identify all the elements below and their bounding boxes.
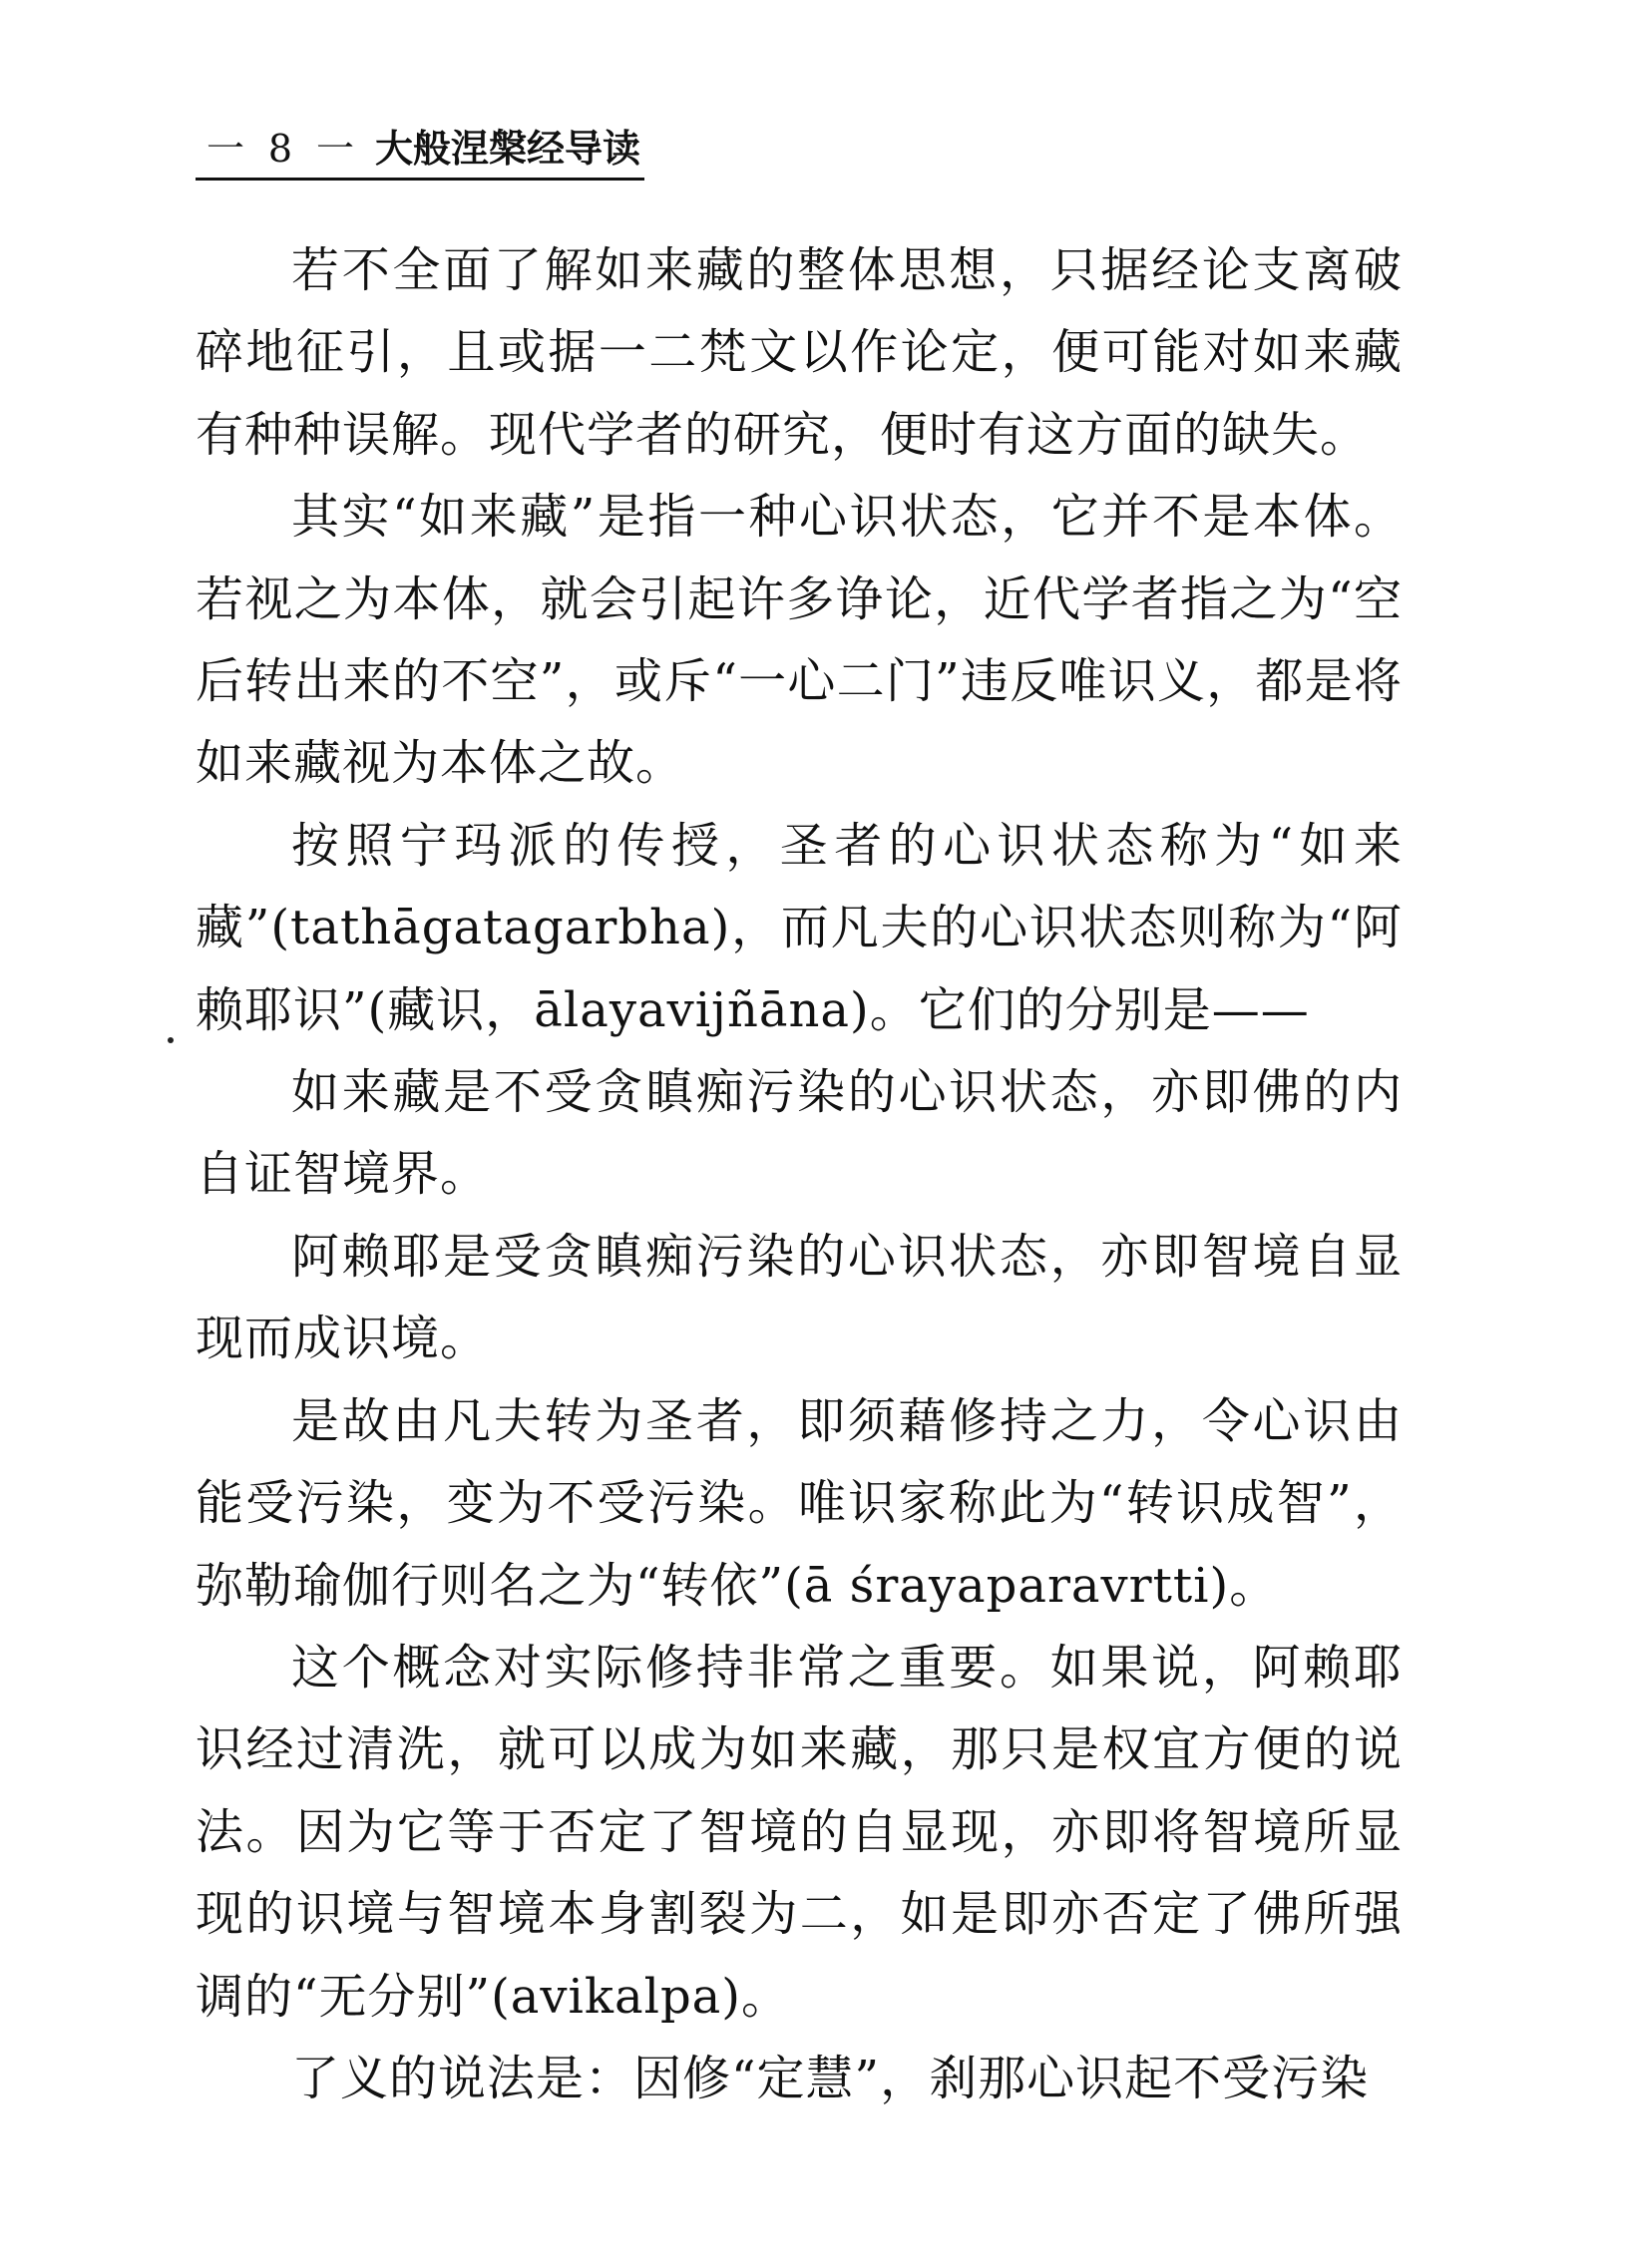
paragraph-7: 这个概念对实际修持非常之重要。如果说，阿赖耶识经过清洗，就可以成为如来藏，那只是权宜方便的说法。因为它等于否定了智境的自显现，亦即将智境所显现的识境与智境本身割裂为二，如是即亦否定了佛所强调的“无分别”(avikalpa)。 xyxy=(196,1639,1403,2025)
stray-dot-mark xyxy=(168,1037,174,1043)
body-text xyxy=(196,229,1403,2119)
book-title: 大般涅槃经导读 xyxy=(375,127,641,171)
paragraph-5: 阿赖耶是受贪瞋痴污染的心识状态，亦即智境自显现而成识境。 xyxy=(196,1228,1403,1367)
running-head xyxy=(196,120,644,181)
paragraph-2: 其实“如来藏”是指一种心识状态，它并不是本体。若视之为本体，就会引起许多诤论，近代学者指之为“空后转出来的不空”，或斥“一心二门”违反唯识义，都是将如来藏视为本体之故。 xyxy=(196,489,1403,792)
paragraph-1: 若不全面了解如来藏的整体思想，只据经论支离破碎地征引，且或据一二梵文以作论定，便可能对如来藏有种种误解。现代学者的研究，便时有这方面的缺失。 xyxy=(196,242,1403,463)
paragraph-3: 按照宁玛派的传授，圣者的心识状态称为“如来藏”(tathāgatagarbha)，而凡夫的心识状态则称为“阿赖耶识”(藏识，ālayavijñāna)。它们的分别是—— xyxy=(196,817,1403,1038)
paragraph-6: 是故由凡夫转为圣者，即须藉修持之力，令心识由能受污染，变为不受污染。唯识家称此为“转识成智”，弥勒瑜伽行则名之为“转依”(ā śrayaparavrtti)。 xyxy=(196,1392,1403,1614)
paragraph-4: 如来藏是不受贪瞋痴污染的心识状态，亦即佛的内自证智境界。 xyxy=(196,1064,1403,1203)
running-head-dash-left: 一 xyxy=(205,127,244,171)
page-number: 8 xyxy=(267,127,293,171)
paragraph-8: 了义的说法是：因修“定慧”，刹那心识起不受污染 xyxy=(291,2050,1370,2106)
running-head-dash-right: 一 xyxy=(315,127,354,171)
